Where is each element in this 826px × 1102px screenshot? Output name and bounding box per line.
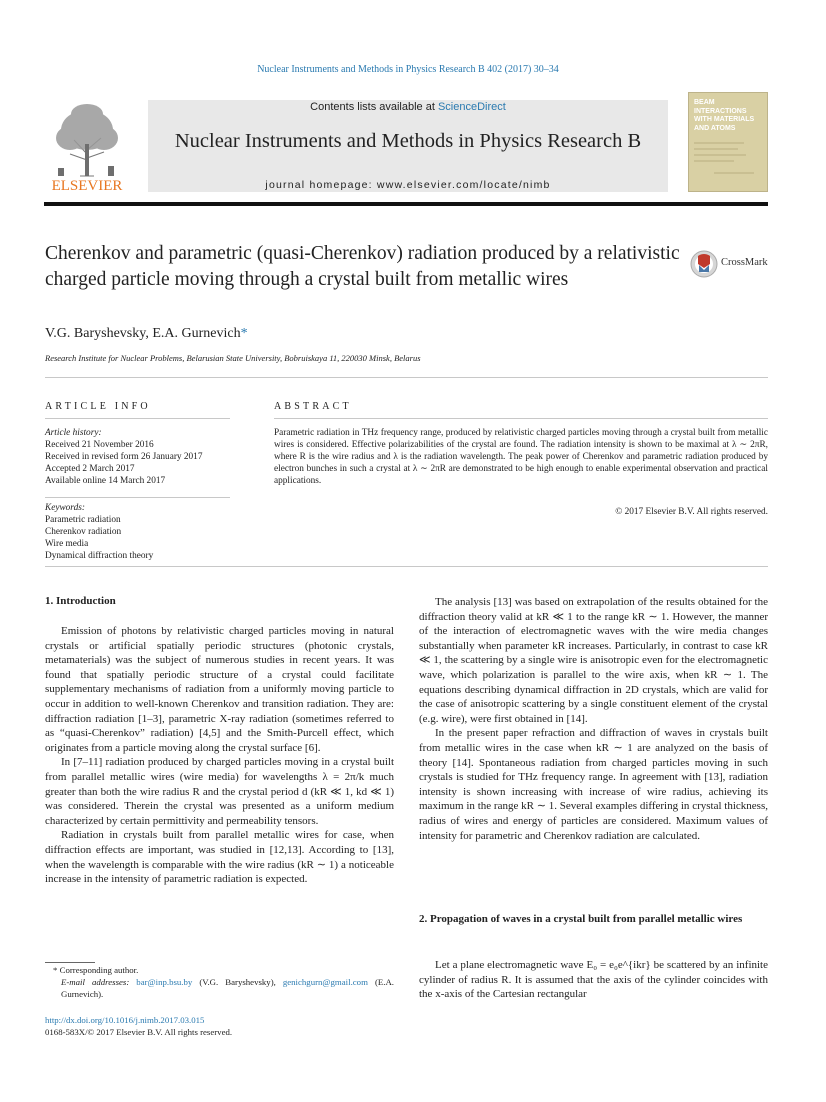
divider [45, 418, 230, 419]
journal-homepage[interactable]: journal homepage: www.elsevier.com/locate/nimb [265, 179, 551, 191]
keywords-title: Keywords: [45, 503, 85, 513]
email-link[interactable]: bar@inp.bsu.by [136, 977, 193, 987]
authors [45, 326, 248, 342]
footnote-corresponding: * Corresponding author. [53, 965, 139, 975]
corresponding-author-mark[interactable]: * [240, 326, 248, 341]
history-item: Available online 14 March 2017 [45, 476, 166, 486]
journal-title: Nuclear Instruments and Methods in Physics Research B [174, 130, 642, 152]
email-link[interactable]: genichgurn@gmail.com [282, 977, 368, 987]
crossmark-label[interactable]: CrossMark [721, 257, 768, 268]
sciencedirect-link[interactable]: ScienceDirect [437, 101, 506, 113]
footnote-rule [45, 962, 95, 963]
journal-cover [688, 92, 768, 192]
history-item: Received 21 November 2016 [45, 440, 154, 450]
paragraph: In the present paper refraction and diffraction of waves in crystals built from metallic wires in the case when kR ∼ 1 are analyzed on the basis of theory [14]. Spontaneous radiation from charged particles moving in such crystals is studied for THz frequency range. In agreement with [13], radiation intensity is shown increasing with increase of wire radius, achieving its maximum in the range kR ∼ 1. Several examples differing in crystal thickness, radius of wires and energy of particles are considered. Maximum values of intensity for parametric and Cherenkov radiation are calculated. [419, 727, 768, 842]
paragraph: Emission of photons by relativistic charged particles moving in natural crystals or artificial spatially periodic structures (photonic crystals, metamaterials) was the subject of numerous studies in recent years. It was found that spatially periodic structure of a crystal could facilitate supplementary mechanisms of radiation from a uniformly moving particle to occur in addition to well-known Cherenkov and transition radiation. They are: diffraction radiation [1–3], parametric X-ray radiation (sometimes referred to as “quasi-Cherenkov” radiation) [4,5] and the Smith-Purcell effect, which originates from a particle moving along the crystal surface [6]. [45, 625, 394, 754]
crossmark-badge[interactable] [689, 250, 721, 278]
abstract-copyright: © 2017 Elsevier B.V. All rights reserved. [615, 507, 768, 517]
keyword-item: Wire media [45, 539, 89, 549]
paragraph: The analysis [13] was based on extrapolation of the results obtained for the diffraction theory valid at kR ≪ 1 to the range kR ∼ 1. However, the manner of the interaction of electromagnetic waves with the wire media changes substantially when parameter kR increases. Particularly, in contrast to case kR ≪ 1, the scattering by a single wire is anisotropic even for the electromagnetic wave, which polarization is parallel to the wire axis, when kR ∼ 1. The equations describing dynamical diffraction in 2D crystals, which are valid for the case of anisotropic scattering by a single constituent element of the crystal (e.g. wire), were first obtained in [14]. [419, 596, 768, 725]
elsevier-logo [44, 100, 130, 192]
keyword-item: Parametric radiation [45, 515, 121, 525]
divider [45, 377, 768, 378]
contents-line [148, 101, 668, 113]
paragraph: In [7–11] radiation produced by charged particles moving in a crystal built from parallel metallic wires (wire media) for wavelengths λ = 2π/k much greater than both the wire radius R and the crystal period d (kR ≪ 1, kd ≪ 1) was considered. Therein the crystal was presented as a uniform medium characterized by certain permittivity and permeability tensors. [45, 756, 394, 827]
abstract-text: Parametric radiation in THz frequency range, produced by relativistic charged particles moving through a crystal built from metallic wires is considered. Effective polarizabilities of the crystal are found. The radiation intensity is shown to be maximal at λ ∼ 2πR, where R is the wire radius and λ is the radiation wavelength. The peak power of Cherenkov and parametric radiation produced by electron bunches in such a crystal at λ ∼ 2πR are demonstrated to be high enough to enable experimental observation and practical applications. [274, 428, 768, 486]
email-owner: (E.A. Gurnevich). [61, 977, 395, 999]
footer [45, 1014, 394, 1038]
issn-line: 0168-583X/© 2017 Elsevier B.V. All rights reserved. [45, 1027, 233, 1037]
cover-lines [694, 139, 762, 180]
section-heading: 1. Introduction [45, 595, 116, 607]
cover-title: BEAM INTERACTIONS WITH MATERIALS AND ATOMS [694, 99, 755, 132]
article-title: Cherenkov and parametric (quasi-Cherenkov) radiation produced by a relativistic charged particle moving through a crystal built from metallic wires [45, 243, 680, 290]
article-info-heading: ARTICLE INFO [45, 401, 151, 412]
elsevier-wordmark: ELSEVIER [51, 178, 123, 192]
divider [274, 418, 768, 419]
section-heading: 2. Propagation of waves in a crystal built from parallel metallic wires [419, 913, 743, 925]
keywords [45, 502, 235, 562]
history-item: Received in revised form 26 January 2017 [45, 452, 203, 462]
paragraph: Radiation in crystals built from parallel metallic wires for case, when diffraction effects are important, was studied in [12,13]. According to [13], when the wavelength is comparable with the wire radius (kR ∼ 1) a noticeable increase in the intensity of parametric radiation is expected. [45, 829, 394, 886]
footnotes [45, 964, 394, 1000]
divider [45, 497, 230, 498]
divider [45, 566, 768, 567]
right-column-body [419, 958, 768, 1002]
keyword-item: Cherenkov radiation [45, 527, 122, 537]
doi-link[interactable]: http://dx.doi.org/10.1016/j.nimb.2017.03.015 [45, 1015, 205, 1025]
contents-prefix: Contents lists available at [310, 101, 435, 113]
email-label: E-mail addresses: [61, 977, 130, 987]
keyword-item: Dynamical diffraction theory [45, 551, 154, 561]
elsevier-tree-icon [44, 100, 130, 192]
journal-reference[interactable]: Nuclear Instruments and Methods in Physics Research B 402 (2017) 30–34 [257, 64, 559, 75]
abstract-heading: ABSTRACT [274, 401, 352, 412]
left-column-body [45, 624, 394, 887]
footnote-emails [45, 976, 394, 1000]
paragraph: Let a plane electromagnetic wave E₀ = e₀e^{ikr} be scattered by an infinite cylinder of radius R. It is assumed that the axis of the cylinder coincides with the x-axis of the Cartesian rectangular [419, 959, 768, 1001]
article-history [45, 427, 235, 487]
history-item: Accepted 2 March 2017 [45, 464, 135, 474]
crossmark-icon [689, 250, 719, 278]
right-column-body [419, 595, 768, 843]
email-owner: (V.G. Baryshevsky), [199, 977, 276, 987]
affiliation: Research Institute for Nuclear Problems, Belarusian State University, Bobruiskaya 11, 220030 Minsk, Belarus [45, 353, 421, 363]
header-rule [44, 202, 768, 206]
author-names: V.G. Baryshevsky, E.A. Gurnevich [45, 326, 241, 341]
history-title: Article history: [45, 428, 102, 438]
